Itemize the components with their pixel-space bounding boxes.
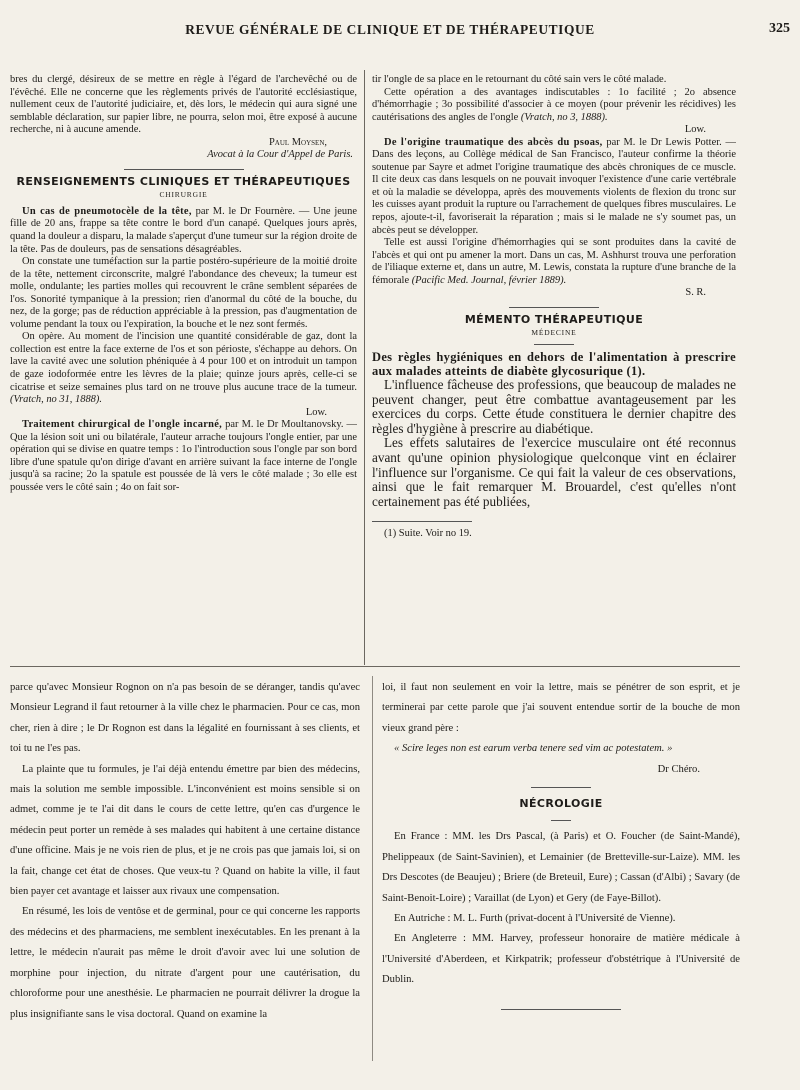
column-divider	[364, 70, 365, 665]
article-paragraph	[372, 237, 736, 287]
column-top-right	[372, 74, 736, 541]
footnote-ref: (1).	[623, 363, 646, 378]
memento-title	[372, 350, 736, 378]
signature-title: Avocat à la Cour d'Appel de Paris.	[207, 149, 353, 161]
column-top-left	[10, 74, 357, 495]
article-title: Traitement chirurgical de l'ongle incarné,	[22, 419, 223, 431]
article-text: par M. le Dr Lewis Potter. — Dans des leçons, au Collège médical de San Francisco, l'auteur confirme la théorie soutenue par Sayre et admet l'origine traumatique des abcès chroniques de ce muscle. Il cite deux cas dans lesquels on ne pouvait invoquer l'existence d'une carie vertébrale et où la maladie se développa, après des mouvements violents de flexion du tronc sur les cuisses ayant produit la rupture ou l'arrachement de quelques fibres musculaires. Le repos, ajoute-t-il, favoriserait la réparation ; mais si le malade ne s'y soumet pas, un abcès peut se développer.	[372, 136, 736, 236]
paragraph: En résumé, les lois de ventôse et de germinal, pour ce qui concerne les rapports des médecins et des pharmaciens, me semblent inexécutables. En les prenant à la lettre, le médecin n'aurait pas même le droit d'avoir avec lui une solution de morphine pour injection, du nitrate d'argent pour une cautérisation, du chloroforme pour une anesthésie. Le pharmacien ne pourrait délivrer la drogue la plus insignifiante sans le visa doctoral. Quand on examine la	[10, 906, 360, 1020]
page-header	[0, 18, 800, 40]
column-bottom-right	[382, 678, 740, 1010]
article-signature: Low.	[684, 124, 706, 136]
section-rule	[509, 307, 599, 308]
memento-title-text: Des règles hygiéniques en dehors de l'alimentation à prescrire aux malades atteints de diabète glycosurique	[372, 349, 736, 378]
article-title: Un cas de pneumotocèle de la tête,	[22, 205, 192, 217]
paragraph: loi, il faut non seulement en voir la lettre, mais se pénétrer de son esprit, et je terminerai par cette parole que j'ai souvent entendue sortir de la bouche de mon vieux grand père :	[382, 682, 740, 734]
page-number: 325	[769, 21, 790, 36]
article-paragraph	[10, 206, 357, 256]
section-rule	[551, 820, 571, 821]
signature-name: Paul Moysen,	[268, 136, 327, 148]
section-rule	[531, 787, 591, 788]
article-text: Cette opération a des avantages indiscutables : 1o facilité ; 2o absence d'hémorrhagie ; 3o possibilité d'associer à ce moyen (pour prévenir les récidives) les cautérisations des angles de l'ongle	[372, 86, 736, 123]
column-divider-lower	[372, 676, 373, 1061]
latin-quote: « Scire leges non est earum verba tenere sed vim ac potestatem. »	[394, 743, 673, 755]
article-paragraph	[372, 137, 736, 237]
subsection-heading: MÉDECINE	[531, 328, 577, 338]
necrology-entry: En Autriche : M. L. Furth (privat-docent à l'Université de Vienne).	[394, 913, 676, 925]
necrology-entry: En France : MM. les Drs Pascal, (à Paris) et O. Foucher (de Saint-Mandé), Phelippeaux (de Saint-Savinien), et Lemainier (de Bretteville-sur-Laize). MM. les Drs Descotes (de Beaujeu) ; Briere (de Breteuil, Eure) ; Cassan (d'Albi) ; Savary (de Saint-Benoit-Loire) ; Varaillat (de Lyon) et Gery (de Faye-Billot).	[382, 831, 740, 904]
paragraph: bres du clergé, désireux de se mettre en règle à l'égard de l'archevêché ou de l'évêché. Elle ne concerne que les règlements privés de l'autorité ecclésiastique, nullement ceux de l'autorité judiciaire, et, dès lors, le médecin qui aura signé une semblable déclaration, sur papier libre, ne pourra, selon moi, être exposé à aucune recherche, ni à aucune amende.	[10, 74, 357, 136]
article-text: par M. le Dr Fournère. — Une jeune fille de 20 ans, frappe sa tête contre le bord d'un canapé. Quelques jours après, quand la douleur a disparu, la malade s'aperçut d'une tumeur sur la région droite de la tête. Pas de douleurs, pas de sensations désagréables.	[10, 205, 357, 255]
article-text: par M. le Dr Moultanovsky. — Que la lésion soit uni ou bilatérale, l'auteur arrache toujours l'ongle entier, par une opération qui se divise en quatre temps : 1o l'introduction sous l'ongle par son bord libre d'une spatule qu'on dirige d'avant en arrière suivant la face interne de l'ongle jusqu'à sa racine; 2o la spatule est poussée de là vers le côté malade ; 3o elle est poussée vers le côté sain ; 4o on fait sor-	[10, 419, 357, 493]
article-source: (Pacific Med. Journal, février 1889).	[411, 274, 567, 286]
article-signature: S. R.	[685, 287, 706, 299]
article-source: (Vratch, no 31, 1888).	[10, 394, 102, 406]
page-divider	[10, 666, 740, 667]
article-text: Telle est aussi l'origine d'hémorrhagies qui se sont produites dans la cavité de l'abcès et qui ont pu amener la mort. Dans un cas, M. Ashhurst trouva une perforation de l'iliaque externe et, dans un autre, M. Lewis, constata la rupture d'une branche de la fémorale	[372, 237, 736, 286]
paragraph: parce qu'avec Monsieur Rognon on n'a pas besoin de se déranger, tandis qu'avec Monsieur Legrand il faut retourner à la ville chez le pharmacien. Pour ce cas, mon cher, rien à dire ; le Dr Rognon est dans la légalité en fournissant à ses clients, et toi tu ne l'es pas.	[10, 682, 360, 755]
article-title: De l'origine traumatique des abcès du psoas,	[384, 136, 603, 148]
subsection-heading: CHIRURGIE	[159, 190, 208, 200]
article-paragraph	[10, 419, 357, 494]
paragraph: tir l'ongle de sa place en le retournant du côté sain vers le côté malade.	[372, 74, 667, 85]
footnote-rule	[372, 521, 472, 522]
paragraph	[372, 87, 736, 125]
necrology-entry: En Angleterre : MM. Harvey, professeur honoraire de matière médicale à l'Université d'Aberdeen, et Kirkpatrik; professeur d'obstétrique à l'Université de Dublin.	[382, 933, 740, 986]
section-heading: RENSEIGNEMENTS CLINIQUES ET THÉRAPEUTIQUES	[16, 174, 351, 188]
article-text: On opère. Au moment de l'incision une quantité considérable de gaz, dont la collection est entre la face externe de l'os et son périoste, s'échappe au dehors. On lave la cavité avec une solution phéniquée à 4 pour 100 et on introduit un tampon de gaze iodoformée entre les lèvres de la plaie; quinze jours après, celle-ci se cicatrise et seize semaines plus tard on ne trouve plus aucune trace de la tumeur.	[10, 331, 357, 393]
article-paragraph	[10, 331, 357, 406]
footnote: (1) Suite. Voir no 19.	[384, 528, 472, 540]
section-rule	[534, 344, 574, 345]
column-bottom-left	[10, 678, 360, 1025]
section-heading: MÉMENTO THÉRAPEUTIQUE	[464, 312, 644, 326]
paragraph: La plainte que tu formules, je l'ai déjà entendu émettre par bien des médecins, mais la solution me semble impossible. L'inconvénient est moins sensible si on admet, comme je te l'ai dit dans le cours de cette lettre, qu'en cas d'urgence le médecin peut porter un remède à ses malades qui habitent à une certaine distance d'une officine. Mais je ne vois rien de plus, et je ne crois pas que jamais loi, si on la fait, change cet état de choses. Que veux-tu ? Quand on habite la ville, il faut bien payer cet avantage et laisser aux rivaux une compensation.	[10, 763, 360, 898]
memento-paragraph: Les effets salutaires de l'exercice musculaire ont été reconnus avant qu'une opinion physiologique quelconque vint en éclairer l'influence sur l'organisme. Ce qui fait la valeur de ces observations, ainsi que le fait remarquer M. Brouardel, c'est qu'elles n'ont certainement pas été publiées,	[372, 435, 736, 509]
letter-signature: Dr Chéro.	[657, 763, 700, 775]
section-rule	[124, 169, 244, 170]
article-signature: Low.	[305, 406, 327, 418]
end-rule	[501, 1009, 621, 1010]
article-paragraph: On constate une tuméfaction sur la partie postéro-supérieure de la moitié droite de la tête, nettement circonscrite, malgré l'abondance des cheveux; la tumeur est molle, ondulante; les parties molles qui recouvrent le crâne semblent séparées de l'os. Sonorité tympanique à la pression; rien d'anormal du côté de la bouche, du nez, de la gorge; pas de réduction appréciable à la pression, pas d'augmentation de volume pendant la toux ou l'expiration, la bouche et le nez sont fermés.	[10, 256, 357, 330]
running-title: REVUE GÉNÉRALE DE CLINIQUE ET DE THÉRAPEUTIQUE	[185, 22, 595, 37]
section-heading: NÉCROLOGIE	[519, 797, 603, 811]
memento-body	[372, 378, 736, 509]
memento-paragraph: L'influence fâcheuse des professions, que beaucoup de malades ne peuvent changer, peut être combattue avantageusement par les exercices du corps. Cette étude constituera le dernier chapitre des règles d'hygiène à prescrire au diabétique.	[372, 376, 736, 436]
article-source: (Vratch, no 3, 1888).	[520, 111, 608, 123]
